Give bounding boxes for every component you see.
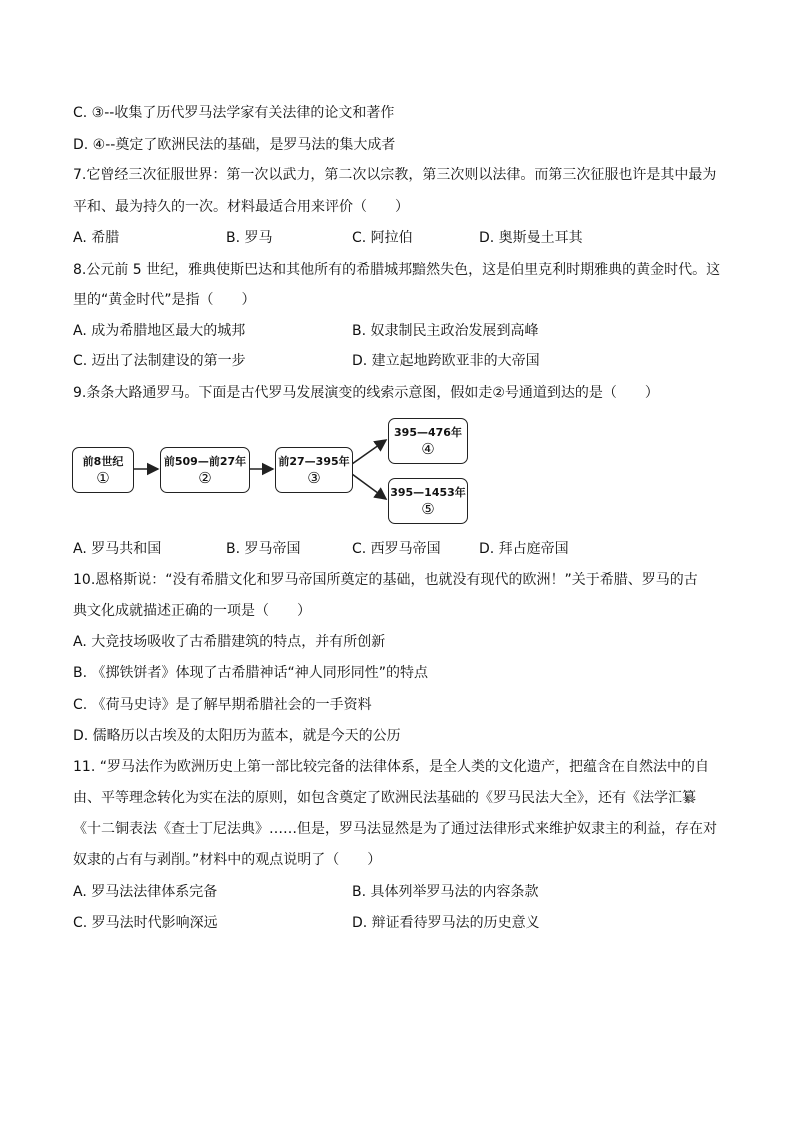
question-9-option-b: B. 罗马帝国 xyxy=(226,541,301,557)
roman-timeline-diagram xyxy=(70,412,480,530)
timeline-box-5-label: 395—1453年 xyxy=(390,486,466,499)
arrow-3-5 xyxy=(352,474,386,499)
question-11-stem-2: 由、平等理念转化为实在法的原则，如包含奠定了欧洲民法基础的《罗马民法大全》，还有《法学汇纂 xyxy=(73,790,696,806)
question-8-option-b: B. 奴隶制民主政治发展到高峰 xyxy=(352,323,539,339)
timeline-box-5 xyxy=(388,478,468,524)
question-11-option-c: C. 罗马法时代影响深远 xyxy=(73,915,218,931)
question-11-stem-4: 奴隶的占有与剥削。”材料中的观点说明了（ ） xyxy=(73,852,382,868)
question-10-option-d: D. 儒略历以古埃及的太阳历为蓝本，就是今天的公历 xyxy=(73,728,401,744)
timeline-box-5-number: ⑤ xyxy=(421,500,435,518)
timeline-box-3-label: 前27—395年 xyxy=(278,455,350,468)
timeline-box-4-label: 395—476年 xyxy=(394,426,462,439)
question-9-option-d: D. 拜占庭帝国 xyxy=(479,541,569,557)
question-7-option-d: D. 奥斯曼土耳其 xyxy=(479,230,583,246)
question-11-option-a: A. 罗马法法律体系完备 xyxy=(73,884,218,900)
timeline-box-4-number: ④ xyxy=(421,440,435,458)
question-10-stem-2: 典文化成就描述正确的一项是（ ） xyxy=(73,603,311,619)
timeline-box-3 xyxy=(275,447,353,493)
timeline-box-3-number: ③ xyxy=(307,469,321,487)
arrow-3-4 xyxy=(352,440,386,464)
question-8-stem-2: 里的“黄金时代”是指（ ） xyxy=(73,292,256,308)
question-8-option-d: D. 建立起地跨欧亚非的大帝国 xyxy=(352,353,540,369)
timeline-box-2-label: 前509—前27年 xyxy=(163,455,247,468)
line-d: D. ④--奠定了欧洲民法的基础，是罗马法的集大成者 xyxy=(73,137,396,153)
timeline-box-4 xyxy=(388,418,468,464)
question-10-option-b: B. 《掷铁饼者》体现了古希腊神话“神人同形同性”的特点 xyxy=(73,665,429,681)
timeline-box-1-number: ① xyxy=(96,469,110,487)
question-7-option-a: A. 希腊 xyxy=(73,230,120,246)
question-8-option-c: C. 迈出了法制建设的第一步 xyxy=(73,353,246,369)
question-8-stem-1: 8.公元前 5 世纪，雅典使斯巴达和其他所有的希腊城邦黯然失色，这是伯里克利时期雅典的黄金时代。这 xyxy=(73,262,721,278)
question-10-stem-1: 10.恩格斯说：“没有希腊文化和罗马帝国所奠定的基础，也就没有现代的欧洲！”关于希腊、罗马的古 xyxy=(73,572,698,588)
question-9-option-c: C. 西罗马帝国 xyxy=(352,541,441,557)
question-7-option-c: C. 阿拉伯 xyxy=(352,230,413,246)
timeline-box-2-number: ② xyxy=(198,469,212,487)
timeline-box-1-label: 前8世纪 xyxy=(82,455,124,468)
question-11-stem-3: 《十二铜表法《查士丁尼法典》……但是，罗马法显然是为了通过法律形式来维护奴隶主的利益，存在对 xyxy=(73,821,717,837)
question-7-option-b: B. 罗马 xyxy=(226,230,273,246)
question-11-option-d: D. 辩证看待罗马法的历史意义 xyxy=(352,915,540,931)
line-c: C. ③--收集了历代罗马法学家有关法律的论文和著作 xyxy=(73,105,395,121)
question-9-option-a: A. 罗马共和国 xyxy=(73,541,162,557)
timeline-box-1 xyxy=(72,447,134,493)
question-7-stem-2: 平和、最为持久的一次。材料最适合用来评价（ ） xyxy=(73,199,409,215)
question-7-stem-1: 7.它曾经三次征服世界：第一次以武力，第二次以宗教，第三次则以法律。而第三次征服也许是其中最为 xyxy=(73,167,717,183)
question-11-option-b: B. 具体列举罗马法的内容条款 xyxy=(352,884,539,900)
question-11-stem-1: 11. “罗马法作为欧洲历史上第一部比较完备的法律体系，是全人类的文化遗产，把蕴含在自然法中的自 xyxy=(73,759,709,775)
question-10-option-c: C. 《荷马史诗》是了解早期希腊社会的一手资料 xyxy=(73,697,372,713)
timeline-box-2 xyxy=(160,447,250,493)
question-10-option-a: A. 大竞技场吸收了古希腊建筑的特点，并有所创新 xyxy=(73,634,386,650)
question-9-stem: 9.条条大路通罗马。下面是古代罗马发展演变的线索示意图，假如走②号通道到达的是（ ） xyxy=(73,385,659,401)
question-8-option-a: A. 成为希腊地区最大的城邦 xyxy=(73,323,246,339)
